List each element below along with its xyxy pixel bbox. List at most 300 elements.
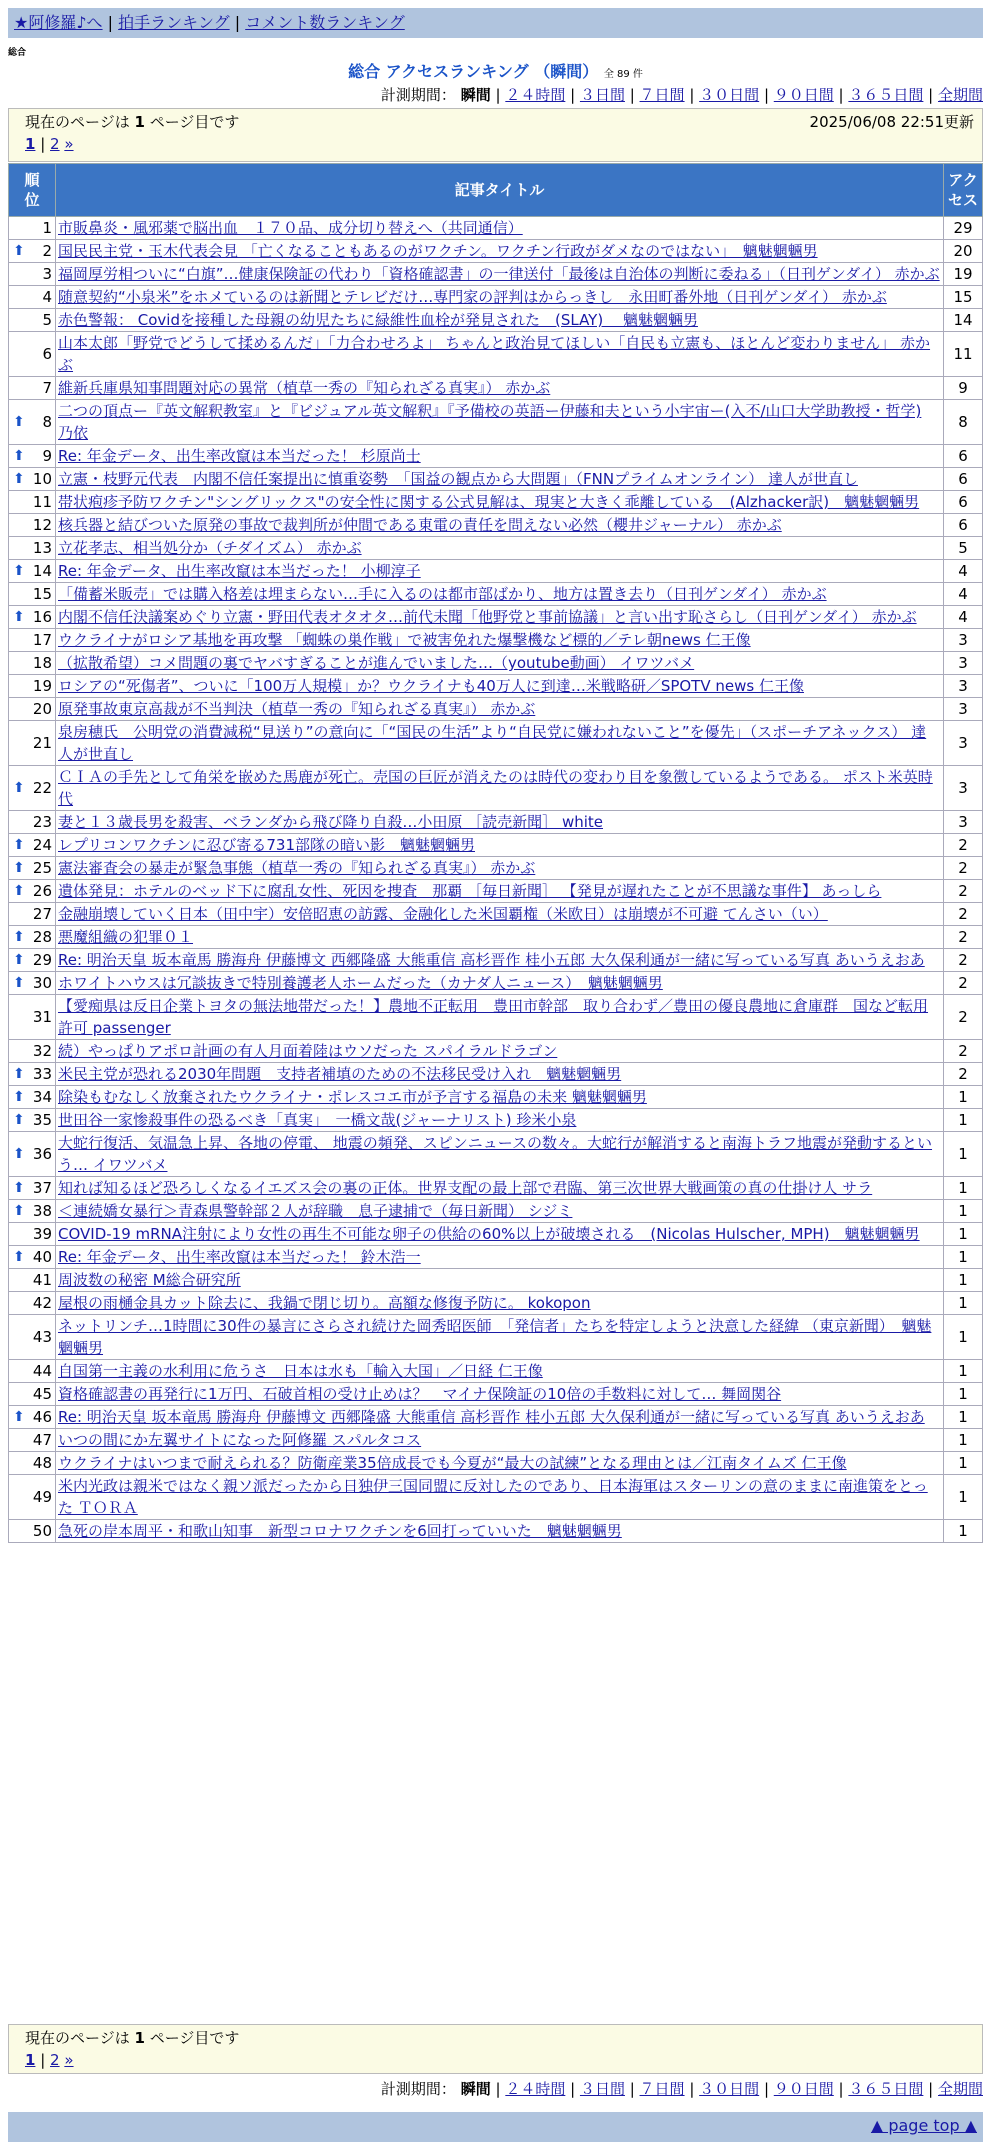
- period-current: 瞬間: [460, 2080, 491, 2098]
- title-cell: [56, 1292, 944, 1315]
- period-sep: |: [495, 2080, 506, 2098]
- article-link[interactable]: 国民民主党・玉木代表会見 「亡くなることもあるのがワクチン。ワクチン行政がダメなのではない」 魑魅魍魎男: [58, 242, 818, 260]
- title-cell: [56, 377, 944, 400]
- period-link-1[interactable]: ３日間: [579, 2080, 625, 2098]
- table-row: [9, 834, 983, 857]
- article-link[interactable]: 悪魔組織の犯罪０１: [58, 928, 194, 946]
- rank-number: 49: [32, 1488, 52, 1506]
- article-link[interactable]: Re: 年金データ、出生率改竄は本当だった！ 杉原尚士: [58, 447, 421, 465]
- rank-number: 25: [32, 859, 52, 877]
- rank-cell: [9, 1086, 56, 1109]
- period-label: 計測期間：: [380, 86, 456, 104]
- title-cell: [56, 309, 944, 332]
- period-link-0[interactable]: ２４時間: [505, 86, 566, 104]
- page-info-top: [8, 108, 983, 162]
- title-cell: [56, 1315, 944, 1360]
- period-sep: |: [684, 2080, 700, 2098]
- rank-cell: [9, 240, 56, 263]
- page-info-prefix: 現在のページは: [25, 2029, 135, 2047]
- rank-number: 44: [32, 1362, 52, 1380]
- table-row: [9, 926, 983, 949]
- rank-cell: [9, 1429, 56, 1452]
- rank-cell: [9, 1200, 56, 1223]
- period-sep: |: [923, 86, 938, 104]
- article-link[interactable]: 周波数の秘密 M総合研究所: [58, 1271, 241, 1289]
- title-cell: [56, 652, 944, 675]
- rank-cell: [9, 675, 56, 698]
- rank-cell: [9, 1383, 56, 1406]
- rank-number: 2: [42, 242, 52, 260]
- period-current: 瞬間: [460, 86, 491, 104]
- access-count: 3: [944, 698, 983, 721]
- title-cell: [56, 834, 944, 857]
- rank-number: 27: [32, 905, 52, 923]
- title-cell: [56, 926, 944, 949]
- table-row: [9, 675, 983, 698]
- table-row: [9, 1177, 983, 1200]
- rank-cell: [9, 1406, 56, 1429]
- access-count: 1: [944, 1132, 983, 1177]
- period-link-1[interactable]: ３日間: [579, 86, 625, 104]
- title-cell: [56, 1246, 944, 1269]
- table-row: [9, 217, 983, 240]
- access-header: [944, 164, 983, 217]
- rank-number: 42: [32, 1294, 52, 1312]
- page-sep: |: [35, 135, 51, 153]
- rank-up-arrow-icon: ⬆: [13, 609, 25, 625]
- page-title: [0, 61, 991, 86]
- period-link-3[interactable]: ３０日間: [699, 2080, 760, 2098]
- title-cell: [56, 1360, 944, 1383]
- rank-header: [9, 164, 56, 217]
- rank-up-arrow-icon: ⬆: [13, 883, 25, 899]
- table-row: [9, 377, 983, 400]
- table-row: [9, 560, 983, 583]
- rank-cell: [9, 1520, 56, 1543]
- rank-cell: [9, 1315, 56, 1360]
- article-link[interactable]: 知れば知るほど恐ろしくなるイエズス会の裏の正体。世界支配の最上部で君臨、第三次世界大戦画策の真の仕掛け人 サラ: [58, 1179, 873, 1197]
- period-sep: |: [624, 2080, 640, 2098]
- rank-cell: [9, 1063, 56, 1086]
- access-count: 1: [944, 1269, 983, 1292]
- footer-bar: [8, 2112, 983, 2142]
- access-count: 2: [944, 834, 983, 857]
- rank-cell: [9, 1360, 56, 1383]
- title-cell: [56, 1063, 944, 1086]
- total-count: 全 89 件: [603, 69, 643, 80]
- period-link-4[interactable]: ９０日間: [773, 86, 834, 104]
- table-row: [9, 1063, 983, 1086]
- title-cell: [56, 721, 944, 766]
- access-count: 4: [944, 606, 983, 629]
- rank-cell: [9, 1223, 56, 1246]
- title-cell: [56, 698, 944, 721]
- rank-cell: [9, 766, 56, 811]
- period-link-2[interactable]: ７日間: [639, 2080, 685, 2098]
- rank-cell: [9, 1177, 56, 1200]
- article-link[interactable]: Re: 年金データ、出生率改竄は本当だった！ 小柳淳子: [58, 562, 421, 580]
- article-link[interactable]: ホワイトハウスは冗談抜きで特別養護老人ホームだった（カナダ人ニュース） 魑魅魍魎男: [58, 974, 663, 992]
- table-row: [9, 1246, 983, 1269]
- nav-sep: |: [229, 13, 246, 32]
- access-count: 3: [944, 811, 983, 834]
- rank-cell: [9, 1246, 56, 1269]
- table-row: [9, 468, 983, 491]
- table-row: [9, 537, 983, 560]
- article-link[interactable]: 山本太郎「野党でどうして揉めるんだ」「力合わせろよ」 ちゃんと政治見てほしい「自民も立憲も、ほとんど変わりません」 赤かぶ: [58, 334, 931, 374]
- table-row: [9, 309, 983, 332]
- article-link[interactable]: ウクライナはいつまで耐えられる？防衛産業35倍成長でも今夏が“最大の試練”となる理由とは／江南タイムズ 仁王像: [58, 1454, 847, 1472]
- table-row: [9, 606, 983, 629]
- table-row: [9, 721, 983, 766]
- access-count: 19: [944, 263, 983, 286]
- period-link-2[interactable]: ７日間: [639, 86, 685, 104]
- rank-number: 6: [42, 345, 52, 363]
- table-row: [9, 400, 983, 445]
- page-1-link[interactable]: 1: [25, 135, 36, 153]
- access-count: 4: [944, 583, 983, 606]
- article-link[interactable]: レプリコンワクチンに忍び寄る731部隊の暗い影 魑魅魍魎男: [58, 836, 475, 854]
- access-count: 1: [944, 1223, 983, 1246]
- article-link[interactable]: ウクライナがロシア基地を再攻撃 「蜘蛛の巣作戦」で被害免れた爆撃機など標的／テレ朝news 仁王像: [58, 631, 751, 649]
- title-cell: [56, 1383, 944, 1406]
- article-link[interactable]: 米民主党が恐れる2030年問題 支持者補填のための不法移民受け入れ 魑魅魍魎男: [58, 1065, 622, 1083]
- page-2-link[interactable]: 2: [50, 135, 60, 153]
- article-link[interactable]: 世田谷一家惨殺事件の恐るべき「真実」 一橋文哉(ジャーナリスト) 珍米小泉: [58, 1111, 577, 1129]
- table-row: [9, 972, 983, 995]
- rank-number: 14: [32, 562, 52, 580]
- ranking-table: [8, 163, 983, 1543]
- rank-number: 43: [32, 1328, 52, 1346]
- rank-number: 45: [32, 1385, 52, 1403]
- table-row: [9, 995, 983, 1040]
- table-row: [9, 698, 983, 721]
- rank-number: 16: [32, 608, 52, 626]
- access-count: 14: [944, 309, 983, 332]
- rank-number: 4: [42, 288, 52, 306]
- rank-number: 20: [32, 700, 52, 718]
- access-count: 6: [944, 445, 983, 468]
- pagination-bottom: [25, 2049, 966, 2071]
- title-cell: [56, 606, 944, 629]
- title-cell: [56, 1269, 944, 1292]
- period-sep: |: [923, 2080, 938, 2098]
- article-link[interactable]: 維新兵庫県知事問題対応の異常（植草一秀の『知られざる真実』） 赤かぶ: [58, 379, 551, 397]
- article-link[interactable]: COVID-19 mRNA注射により女性の再生不可能な卵子の供給の60%以上が破壊される (Nicolas Hulscher, MPH) 魑魅魍魎男: [58, 1225, 920, 1243]
- rank-number: 24: [32, 836, 52, 854]
- page-info-suffix: ページ目です: [144, 113, 240, 131]
- rank-up-arrow-icon: ⬆: [13, 243, 25, 259]
- article-link[interactable]: いつの間にか左翼サイトになった阿修羅 スパルタコス: [58, 1431, 422, 1449]
- access-count: 6: [944, 491, 983, 514]
- table-row: [9, 811, 983, 834]
- rank-number: 28: [32, 928, 52, 946]
- article-link[interactable]: Re: 明治天皇 坂本竜馬 勝海舟 伊藤博文 西郷隆盛 大熊重信 高杉晋作 桂小五郎 大久保利通が一緒に写っている写真 あいうえおあ: [58, 951, 925, 969]
- article-link[interactable]: 赤色警報： Covidを接種した母親の幼児たちに緑維性血栓が発見された (SLAY) 魑魅魍魎男: [58, 311, 698, 329]
- title-cell: [56, 1177, 944, 1200]
- article-link[interactable]: 除染もむなしく放棄されたウクライナ・ポレスコエ市が予言する福島の未来 魑魅魍魎男: [58, 1088, 647, 1106]
- title-cell: [56, 445, 944, 468]
- rank-cell: [9, 377, 56, 400]
- article-link[interactable]: 内閣不信任決議案めぐり立憲・野田代表オタオタ…前代未聞「他野党と事前協議」と言い出す恥さらし（日刊ゲンダイ） 赤かぶ: [58, 608, 917, 626]
- article-link[interactable]: 憲法審査会の暴走が緊急事態（植草一秀の『知られざる真実』） 赤かぶ: [58, 859, 536, 877]
- article-link[interactable]: 続）やっぱりアポロ計画の有人月面着陸はウソだった スパイラルドラゴン: [58, 1042, 558, 1060]
- article-link[interactable]: 米内光政は親米ではなく親ソ派だったから日独伊三国同盟に反対したのであり、日本海軍はスターリンの意のままに南進策をとった ＴＯＲＡ: [58, 1477, 928, 1517]
- rank-number: 26: [32, 882, 52, 900]
- table-row: [9, 1383, 983, 1406]
- rank-cell: [9, 1452, 56, 1475]
- access-count: 5: [944, 537, 983, 560]
- title-cell: [56, 972, 944, 995]
- rank-up-arrow-icon: ⬆: [13, 1203, 25, 1219]
- rank-cell: [9, 857, 56, 880]
- article-link[interactable]: ネットリンチ…1時間に30件の暴言にさらされ続けた岡秀昭医師 「発信者」たちを特定しようと決意した経緯 （東京新聞） 魑魅魍魎男: [58, 1317, 932, 1357]
- period-link-6[interactable]: 全期間: [937, 86, 983, 104]
- article-link[interactable]: 屋根の雨樋金具カット除去に、我鍋で閉じ切り。高額な修復予防に。 kokopon: [58, 1294, 591, 1312]
- access-count: 2: [944, 1040, 983, 1063]
- table-row: [9, 445, 983, 468]
- rank-cell: [9, 217, 56, 240]
- table-row: [9, 1475, 983, 1520]
- title-cell: [56, 1109, 944, 1132]
- rank-number: 21: [32, 734, 52, 752]
- rank-cell: [9, 629, 56, 652]
- table-row: [9, 766, 983, 811]
- period-sep: |: [495, 86, 506, 104]
- table-row: [9, 1223, 983, 1246]
- access-count: 3: [944, 721, 983, 766]
- title-cell: [56, 514, 944, 537]
- article-link[interactable]: 急死の岸本周平・和歌山知事 新型コロナワクチンを6回打っていいた 魑魅魍魎男: [58, 1522, 622, 1540]
- title-cell: [56, 286, 944, 309]
- access-count: 1: [944, 1429, 983, 1452]
- page-top-link[interactable]: ▲ page top ▲: [870, 2116, 977, 2135]
- access-count: 3: [944, 652, 983, 675]
- next-page-link[interactable]: »: [64, 2051, 74, 2069]
- article-link[interactable]: 「備蓄米販売」では購入格差は埋まらない…手に入るのは都市部ばかり、地方は置き去り（日刊ゲンダイ） 赤かぶ: [58, 585, 827, 603]
- rank-cell: [9, 583, 56, 606]
- access-count: 8: [944, 400, 983, 445]
- rank-up-arrow-icon: ⬆: [13, 448, 25, 464]
- rank-up-arrow-icon: ⬆: [13, 975, 25, 991]
- article-link[interactable]: 資格確認書の再発行に1万円、石破首相の受け止めは？ マイナ保険証の10倍の手数料に対して… 舞岡関谷: [58, 1385, 782, 1403]
- article-link[interactable]: 泉房穂氏 公明党の消費減税“見送り”の意向に「“国民の生活”より“自民党に嫌われないこと”を優先」（スポーチアネックス） 達人が世直し: [58, 723, 927, 763]
- access-count: 4: [944, 560, 983, 583]
- rank-cell: [9, 332, 56, 377]
- rank-cell: [9, 468, 56, 491]
- next-page-link[interactable]: »: [64, 135, 74, 153]
- article-link[interactable]: 【愛痴県は反日企業トヨタの無法地帯だった！】農地不正転用 豊田市幹部 取り合わず／豊田の優良農地に倉庫群 国など転用許可 passenger: [58, 997, 929, 1037]
- period-selector-top: [381, 84, 983, 106]
- title-cell: [56, 949, 944, 972]
- article-link[interactable]: 市販鼻炎・風邪薬で脳出血 １７０品、成分切り替えへ（共同通信）: [58, 219, 523, 237]
- rank-number: 37: [32, 1179, 52, 1197]
- page-info-bottom: [8, 2024, 983, 2074]
- table-row: [9, 583, 983, 606]
- period-sep: |: [565, 2080, 580, 2098]
- rank-cell: [9, 1292, 56, 1315]
- rank-number: 11: [32, 493, 52, 511]
- article-link[interactable]: 金融崩壊していく日本（田中宇）安倍昭恵の訪露、金融化した米国覇権（米欧日）は崩壊が不可避 てんさい（い）: [58, 905, 828, 923]
- nav-clap-ranking-link[interactable]: 拍手ランキング: [118, 13, 230, 32]
- rank-up-arrow-icon: ⬆: [13, 1409, 25, 1425]
- rank-cell: [9, 400, 56, 445]
- article-link[interactable]: 原発事故東京高裁が不当判決（植草一秀の『知られざる真実』） 赤かぶ: [58, 700, 536, 718]
- rank-number: 15: [32, 585, 52, 603]
- access-count: 1: [944, 1109, 983, 1132]
- period-link-0[interactable]: ２４時間: [505, 2080, 566, 2098]
- table-row: [9, 491, 983, 514]
- title-cell: [56, 1200, 944, 1223]
- rank-cell: [9, 1109, 56, 1132]
- table-row: [9, 652, 983, 675]
- rank-number: 1: [42, 219, 52, 237]
- title-cell: [56, 1406, 944, 1429]
- period-sep: |: [565, 86, 580, 104]
- rank-up-arrow-icon: ⬆: [13, 1112, 25, 1128]
- access-count: 2: [944, 857, 983, 880]
- rank-up-arrow-icon: ⬆: [13, 1089, 25, 1105]
- article-link[interactable]: 帯状疱疹予防ワクチン"シングリックス"の安全性に関する公式見解は、現実と大きく乖離している (Alzhacker訳) 魑魅魍魎男: [58, 493, 920, 511]
- access-count: 29: [944, 217, 983, 240]
- period-link-3[interactable]: ３０日間: [699, 86, 760, 104]
- title-cell: [56, 583, 944, 606]
- page-1-link[interactable]: 1: [25, 2051, 36, 2069]
- rank-up-arrow-icon: ⬆: [13, 1180, 25, 1196]
- rank-cell: [9, 491, 56, 514]
- top-nav-bar: [8, 8, 983, 38]
- page-info-prefix: 現在のページは: [25, 113, 135, 131]
- access-count: 1: [944, 1292, 983, 1315]
- article-link[interactable]: （拡散希望）コメ問題の裏でヤバすぎることが進んでいました…（youtube動画） イワツバメ: [58, 654, 695, 672]
- rank-cell: [9, 721, 56, 766]
- access-count: 1: [944, 1406, 983, 1429]
- access-header-text: アクセス: [947, 171, 978, 209]
- page-info-number: 1: [134, 2029, 145, 2047]
- article-link[interactable]: 自国第一主義の水利用に危うさ 日本は水も「輸入大国」／日経 仁王像: [58, 1362, 543, 1380]
- rank-up-arrow-icon: ⬆: [13, 1249, 25, 1265]
- title-cell: [56, 1429, 944, 1452]
- period-sep: |: [833, 86, 849, 104]
- table-row: [9, 514, 983, 537]
- access-count: 1: [944, 1452, 983, 1475]
- rank-cell: [9, 1040, 56, 1063]
- rank-cell: [9, 811, 56, 834]
- access-count: 1: [944, 1315, 983, 1360]
- rank-number: 9: [42, 447, 52, 465]
- article-link[interactable]: 立憲・枝野元代表 内閣不信任案提出に慎重姿勢 「国益の観点から大問題」（FNNプライムオンライン） 達人が世直し: [58, 470, 858, 488]
- title-cell: [56, 491, 944, 514]
- article-link[interactable]: ＜連続嬌女暴行＞青森県警幹部２人が辞職 息子逮捕で（毎日新聞） シジミ: [58, 1202, 573, 1220]
- rank-cell: [9, 972, 56, 995]
- rank-cell: [9, 949, 56, 972]
- title-cell: [56, 1223, 944, 1246]
- rank-number: 39: [32, 1225, 52, 1243]
- rank-number: 18: [32, 654, 52, 672]
- nav-home-link[interactable]: ★阿修羅♪へ: [14, 13, 103, 32]
- rank-cell: [9, 698, 56, 721]
- title-cell: [56, 217, 944, 240]
- page-sep: |: [35, 2051, 51, 2069]
- table-row: [9, 629, 983, 652]
- article-link[interactable]: 大蛇行復活、気温急上昇、各地の停電、 地震の頻発、スピンニュースの数々。大蛇行が解消すると南海トラフ地震が発動するという… イワツバメ: [58, 1134, 933, 1174]
- rank-header-text: 順位: [24, 171, 40, 209]
- page-2-link[interactable]: 2: [50, 2051, 60, 2069]
- title-cell: [56, 1086, 944, 1109]
- access-count: 3: [944, 675, 983, 698]
- access-count: 9: [944, 377, 983, 400]
- updated-date: 2025/06/08 22:51更新: [809, 113, 974, 131]
- rank-up-arrow-icon: ⬆: [13, 471, 25, 487]
- rank-number: 22: [32, 779, 52, 797]
- ranking-title: 総合 アクセスランキング （瞬間）: [348, 62, 599, 81]
- table-row: [9, 1132, 983, 1177]
- period-link-4[interactable]: ９０日間: [773, 2080, 834, 2098]
- table-row: [9, 332, 983, 377]
- title-cell: [56, 560, 944, 583]
- article-link[interactable]: 遺体発見：ホテルのベッド下に腐乱女性、死因を捜査 那覇 ［毎日新聞］ 【発見が遅れたことが不思議な事件】 あっしら: [58, 882, 882, 900]
- table-row: [9, 1040, 983, 1063]
- rank-number: 47: [32, 1431, 52, 1449]
- table-row: [9, 1109, 983, 1132]
- pagination-top: [25, 133, 966, 155]
- period-link-6[interactable]: 全期間: [937, 2080, 983, 2098]
- access-count: 3: [944, 766, 983, 811]
- table-row: [9, 880, 983, 903]
- article-link[interactable]: Re: 明治天皇 坂本竜馬 勝海舟 伊藤博文 西郷隆盛 大熊重信 高杉晋作 桂小五郎 大久保利通が一緒に写っている写真 あいうえおあ: [58, 1408, 925, 1426]
- access-count: 1: [944, 1200, 983, 1223]
- access-count: 2: [944, 1063, 983, 1086]
- article-link[interactable]: ロシアの“死傷者”、ついに「100万人規模」か？ウクライナも40万人に到達…米戦略研／SPOTV news 仁王像: [58, 677, 804, 695]
- article-link[interactable]: 二つの頂点ー『英文解釈教室』と『ビジュアル英文解釈』『予備校の英語ー伊藤和夫という小宇宙ー(入不/山口大学助教授・哲学) 乃依: [58, 402, 922, 442]
- rank-number: 13: [32, 539, 52, 557]
- article-link[interactable]: Re: 年金データ、出生率改竄は本当だった！ 鈴木浩一: [58, 1248, 421, 1266]
- rank-up-arrow-icon: ⬆: [13, 860, 25, 876]
- rank-number: 35: [32, 1111, 52, 1129]
- nav-comment-ranking-link[interactable]: コメント数ランキング: [245, 13, 405, 32]
- period-link-5[interactable]: ３６５日間: [848, 86, 924, 104]
- article-link[interactable]: 随意契約“小泉米”をホメているのは新聞とテレビだけ…専門家の評判はからっきし 永田町番外地（日刊ゲンダイ） 赤かぶ: [58, 288, 887, 306]
- rank-cell: [9, 309, 56, 332]
- period-link-5[interactable]: ３６５日間: [848, 2080, 924, 2098]
- title-cell: [56, 468, 944, 491]
- rank-cell: [9, 286, 56, 309]
- rank-cell: [9, 995, 56, 1040]
- table-row: [9, 1452, 983, 1475]
- rank-number: 32: [32, 1042, 52, 1060]
- rank-number: 38: [32, 1202, 52, 1220]
- article-link[interactable]: 福岡厚労相ついに“白旗”…健康保険証の代わり「資格確認書」の一律送付「最後は自治体の判断に委ねる」（日刊ゲンダイ） 赤かぶ: [58, 265, 940, 283]
- access-count: 1: [944, 1383, 983, 1406]
- access-count: 3: [944, 629, 983, 652]
- title-cell: [56, 1132, 944, 1177]
- article-link[interactable]: 核兵器と結びついた原発の事故で裁判所が仲間である東電の責任を問えない必然（櫻井ジャーナル） 赤かぶ: [58, 516, 782, 534]
- article-link[interactable]: 立花孝志、相当処分か（チダイズム） 赤かぶ: [58, 539, 362, 557]
- article-link[interactable]: 妻と１３歳長男を殺害、ベランダから飛び降り自殺…小田原 ［読売新聞］ white: [58, 813, 603, 831]
- period-sep: |: [759, 2080, 774, 2098]
- access-count: 1: [944, 1177, 983, 1200]
- title-cell: [56, 1520, 944, 1543]
- title-cell: [56, 629, 944, 652]
- rank-number: 30: [32, 974, 52, 992]
- article-link[interactable]: ＣＩＡの手先として角栄を嵌めた馬鹿が死亡。売国の巨匠が消えたのは時代の変わり目を象徴しているようである。 ポスト米英時代: [58, 768, 933, 808]
- rank-number: 46: [32, 1408, 52, 1426]
- rank-number: 10: [32, 470, 52, 488]
- rank-up-arrow-icon: ⬆: [13, 952, 25, 968]
- rank-number: 19: [32, 677, 52, 695]
- rank-number: 12: [32, 516, 52, 534]
- rank-number: 3: [42, 265, 52, 283]
